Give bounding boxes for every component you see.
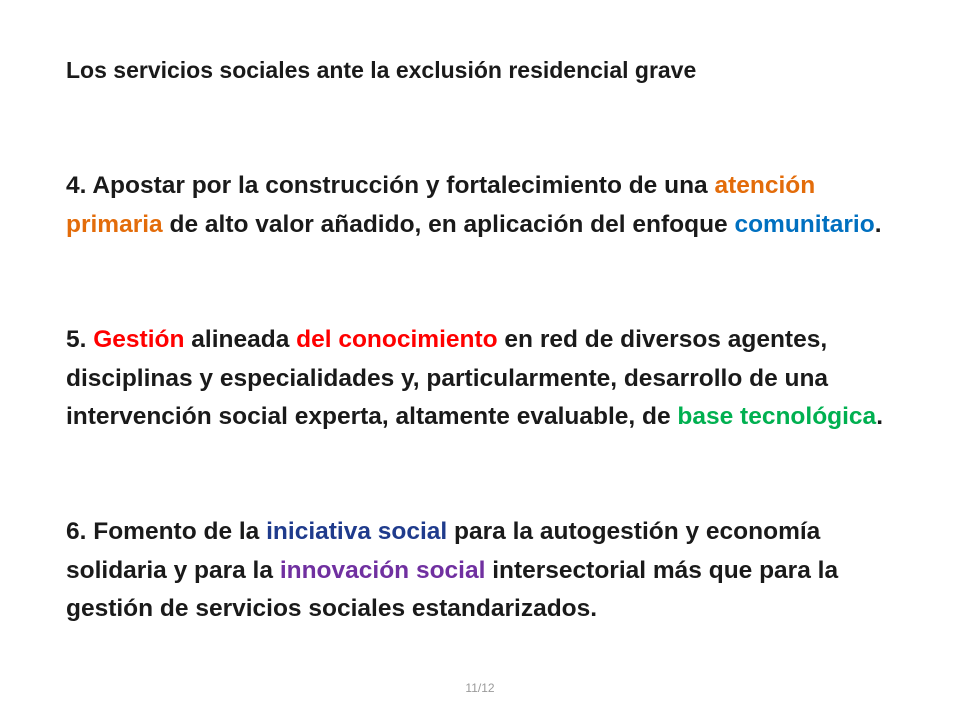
point-5-highlight-gestion: Gestión xyxy=(93,326,185,353)
point-5-highlight-base-tecnologica: base tecnológica xyxy=(677,403,877,430)
page-number: 11/12 xyxy=(465,681,495,695)
point-5-paragraph xyxy=(66,321,916,437)
point-6-highlight-iniciativa-social: iniciativa social xyxy=(266,518,448,545)
point-6-text-3: intersectorial más que para la gestión de servicios sociales estandarizados. xyxy=(66,556,839,622)
point-6-text-2: para la autogestión y economía solidaria y para la xyxy=(66,518,821,584)
point-4-text-1: 4. Apostar por la construcción y fortalecimiento de una xyxy=(66,172,715,199)
point-6-paragraph xyxy=(66,513,916,629)
point-5-text-4: . xyxy=(876,403,883,430)
slide-title: Los servicios sociales ante la exclusión residencial grave xyxy=(66,57,697,83)
point-5-text-3: en red de diversos agentes, disciplinas y especialidades y, particularmente, desarrollo de una intervención social experta, altamente evaluable, de xyxy=(66,326,829,430)
point-4-text-3: . xyxy=(874,210,882,238)
point-4-paragraph xyxy=(66,167,916,244)
point-5-text-2: alineada xyxy=(184,326,297,353)
point-6-text-1: 6. Fomento de la xyxy=(66,518,267,545)
point-4-highlight-comunitario: comunitario xyxy=(734,210,875,238)
point-5-highlight-conocimiento: del conocimiento xyxy=(296,326,498,353)
point-4-highlight-atencion-primaria: atención primaria xyxy=(66,172,816,238)
point-6-highlight-innovacion-social: innovación social xyxy=(279,556,486,584)
point-5-text-1: 5. xyxy=(66,326,94,353)
point-4-text-2: de alto valor añadido, en aplicación del enfoque xyxy=(162,210,735,238)
